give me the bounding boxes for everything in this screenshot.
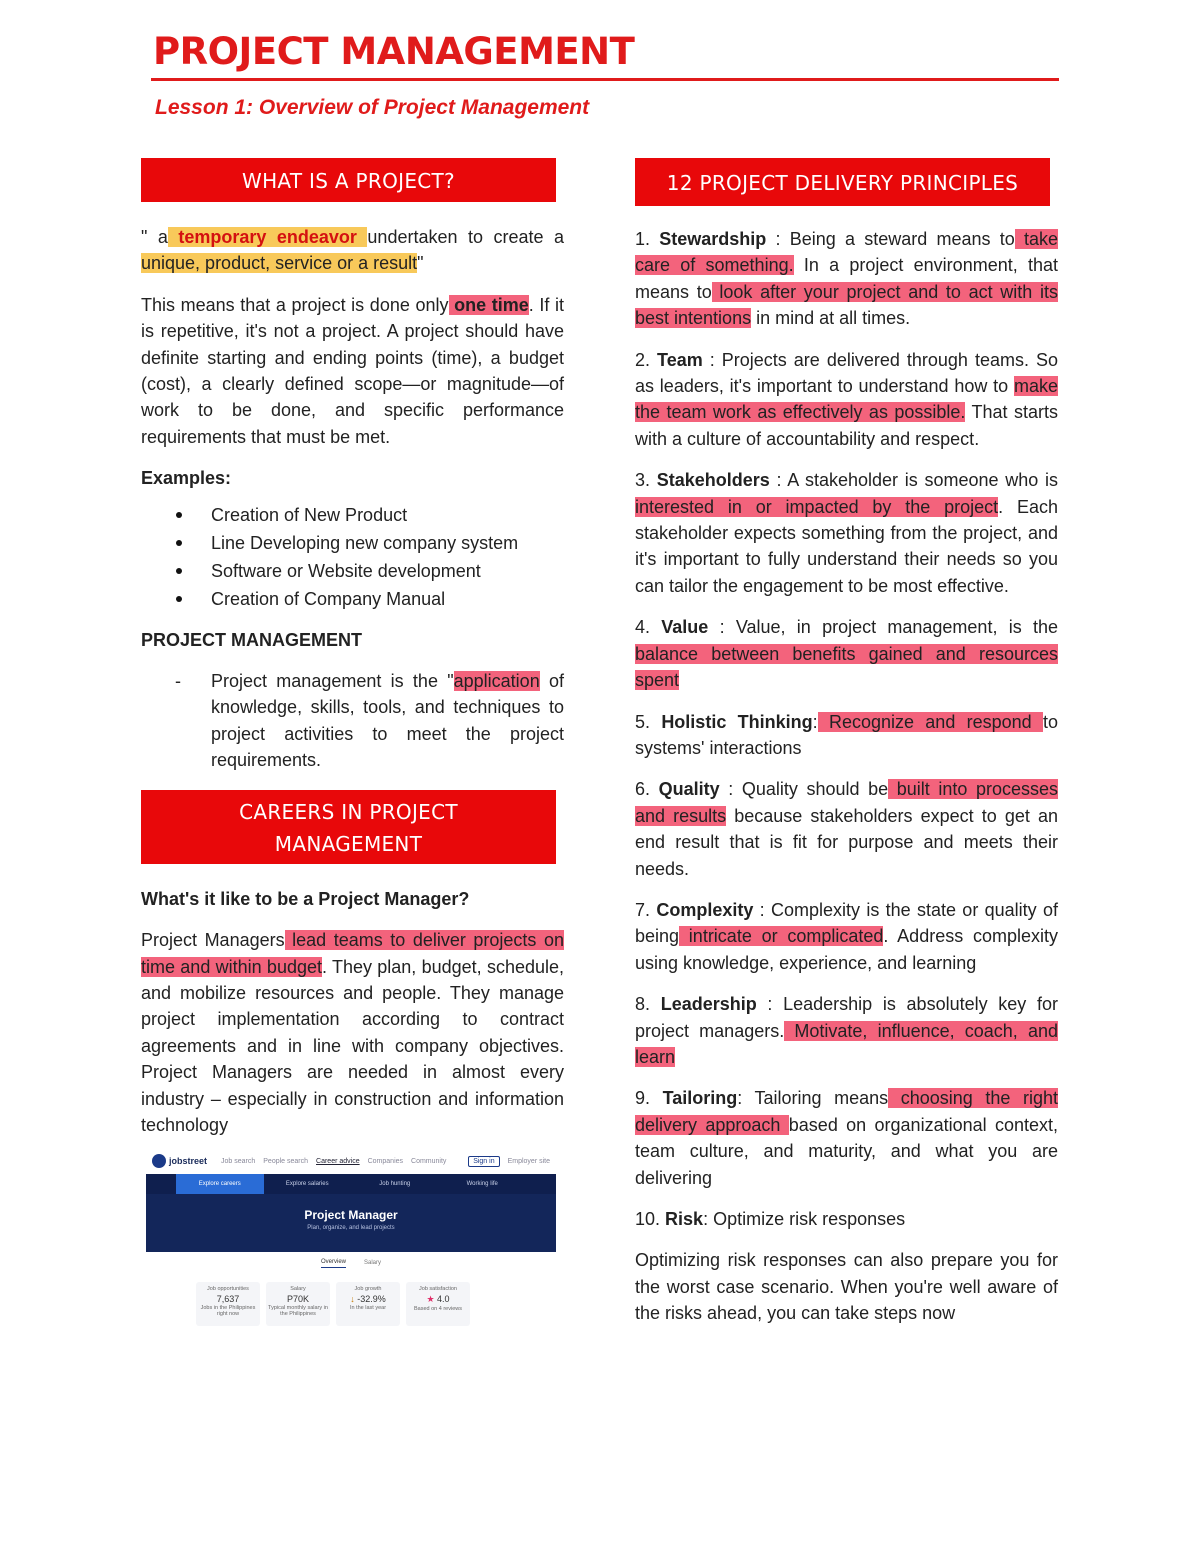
tab-job-hunting: Job hunting [379, 1181, 411, 1187]
principle-number: 4. [635, 617, 662, 638]
card-value-text: 4.0 [437, 1294, 450, 1304]
what-is-project-banner [141, 158, 556, 202]
card-value: 7,637 [216, 1294, 240, 1304]
principle-text: : Leadership is absolutely key for project managers. [635, 994, 1058, 1041]
pm-role-paragraph [141, 927, 564, 1138]
principle-number: 5. [635, 711, 662, 732]
stat-card [336, 1282, 400, 1326]
list-item: Software or Website development [141, 557, 564, 585]
principle-text: That starts with a culture of accountability and respect. [635, 402, 1058, 449]
principle-highlight: look after your project and to act with its best intentions [635, 281, 1058, 329]
title-rule [151, 78, 1059, 81]
highlight-lead-teams: lead teams to deliver projects on time and within budget [141, 930, 564, 977]
stat-card [266, 1282, 330, 1326]
highlight-temporary-endeavor: temporary endeavor [167, 227, 368, 247]
card-label: Job growth [354, 1286, 382, 1292]
principle-text: : Optimize risk responses [703, 1209, 906, 1229]
principle-highlight: make the team work as effectively as possible. [635, 376, 1058, 423]
card-label: Job satisfaction [419, 1286, 457, 1292]
principle-highlight: take care of something. [635, 229, 1058, 276]
highlight-application: application [453, 671, 540, 692]
page-title: PROJECT MANAGEMENT [153, 30, 635, 73]
jobstreet-screenshot [146, 1148, 556, 1340]
principle-number: 8. [635, 994, 661, 1015]
principle-number: 7. [635, 899, 657, 920]
principle-term: Leadership [660, 994, 757, 1015]
star-icon: ★ [426, 1294, 435, 1304]
principle-text: : [812, 711, 818, 732]
principle-number: 1. [635, 229, 660, 249]
project-definition-quote [141, 224, 564, 277]
screenshot-subtabs [146, 1252, 556, 1274]
card-note: Based on 4 reviews [414, 1306, 462, 1312]
tab-spacer [146, 1174, 176, 1194]
pm-role-text: Project Managers [141, 930, 285, 951]
principle-complexity [635, 897, 1058, 976]
risk-paragraph: Optimizing risk responses can also prepare you for the worst case scenario. When you're well aware of the risks ahead, you can take steps now [635, 1250, 1058, 1324]
principle-number: 2. [635, 349, 658, 370]
list-item: Line Developing new company system [141, 529, 564, 557]
quote-text: " [417, 253, 424, 274]
pm-def-text: Project management is the " [211, 671, 454, 692]
list-item: Creation of New Product [141, 501, 564, 529]
card-value-text: -32.9% [357, 1294, 386, 1304]
screenshot-tabs [146, 1174, 556, 1194]
pm-role-text: . They plan, budget, schedule, and mobilize resources and people. They manage project implementation according to contract agreements and in line with company objectives. Project Managers are needed in almost every industry – especially in construction and information technology [141, 956, 564, 1135]
screenshot-cards [146, 1274, 556, 1326]
careers-banner [141, 790, 556, 864]
principle-tailoring [635, 1085, 1058, 1191]
delivery-principles-banner-text: 12 PROJECT DELIVERY PRINCIPLES [666, 171, 1019, 195]
principle-text: : Complexity is the state or quality of being [635, 899, 1058, 947]
quote-text: undertaken to create a [367, 227, 564, 247]
principle-term: Quality [658, 779, 720, 800]
tab-working-life: Working life [466, 1181, 498, 1187]
principle-term: Risk [665, 1209, 704, 1229]
sign-in-button: Sign in [468, 1156, 499, 1167]
principle-number: 3. [635, 470, 657, 491]
logo-icon [152, 1154, 166, 1168]
principle-leadership [635, 991, 1058, 1070]
examples-label: Examples: [141, 468, 232, 489]
card-value [336, 1294, 400, 1304]
principle-text: in mind at all times. [751, 308, 911, 329]
pm-def-text: of knowledge, skills, tools, and techniques to project activities to meet the project requirements. [211, 671, 564, 771]
highlight-unique-product: unique, product, service or a result [141, 253, 418, 274]
tab-explore-salaries: Explore salaries [285, 1181, 329, 1187]
screenshot-hero [146, 1194, 556, 1252]
principle-term: Holistic Thinking [661, 711, 813, 732]
card-label: Job opportunities [207, 1286, 249, 1292]
nav-item: Community [411, 1157, 447, 1165]
nav-item: Companies [367, 1157, 404, 1165]
principle-text: because stakeholders expect to get an end result that is fit for purpose and meets their needs. [635, 805, 1058, 879]
card-note: In the last year [349, 1305, 387, 1311]
principle-text: to systems' interactions [635, 711, 1058, 758]
pm-heading: PROJECT MANAGEMENT [141, 629, 363, 650]
principle-text: : Projects are delivered through teams. So as leaders, it's important to understand how to [635, 349, 1058, 397]
arrow-down-icon: ↓ [350, 1294, 355, 1304]
principle-number: 10. [635, 1209, 666, 1229]
careers-banner-line2: MANAGEMENT [274, 831, 423, 856]
principle-stewardship [635, 226, 1058, 332]
stat-card [196, 1282, 260, 1326]
delivery-principles-banner [635, 158, 1050, 206]
nav-item: People search [263, 1157, 309, 1165]
screenshot-nav [146, 1148, 556, 1174]
principle-term: Value [661, 617, 709, 638]
highlight-one-time: one time [448, 294, 529, 315]
principle-highlight: built into processes and results [635, 779, 1058, 826]
tab-explore-careers: Explore careers [176, 1174, 264, 1194]
principle-term: Stakeholders [656, 470, 770, 491]
principle-text: : Tailoring means [737, 1088, 889, 1109]
principle-text: : Quality should be [719, 779, 889, 800]
subtab-salary: Salary [364, 1260, 382, 1266]
principle-highlight: choosing the right delivery approach [635, 1088, 1058, 1135]
card-note: Jobs in the Philippines right now [200, 1305, 256, 1317]
principle-term: Stewardship [659, 229, 767, 249]
dash-marker: - [175, 671, 181, 692]
what-is-project-banner-text: WHAT IS A PROJECT? [242, 169, 455, 193]
nav-item: Career advice [316, 1157, 360, 1165]
examples-list [141, 501, 564, 613]
principle-text: : Being a steward means to [766, 229, 1015, 249]
careers-banner-line1: CAREERS IN PROJECT [239, 799, 458, 824]
jobstreet-logo [152, 1154, 207, 1168]
principle-number: 9. [635, 1088, 663, 1109]
principle-text: . Address complexity using knowledge, experience, and learning [635, 926, 1058, 973]
nav-item: Job search [221, 1157, 256, 1165]
card-label: Salary [290, 1286, 306, 1292]
principle-value [635, 614, 1058, 693]
pm-definition [141, 668, 564, 774]
meaning-text: . If it is repetitive, it's not a project. A project should have definite starting and ending points (time), a budget (cost), a clearly defined scope—or magnitude—of work to be done, and specific performance requirements that must be met. [141, 294, 564, 447]
principle-text: : Value, in project management, is the [708, 617, 1058, 638]
principle-highlight: balance between benefits gained and resources spent [635, 643, 1058, 691]
quote-text: " a [141, 227, 168, 247]
principle-holistic-thinking [635, 709, 1058, 762]
card-value [406, 1294, 470, 1305]
principle-text: In a project environment, that means to [635, 255, 1058, 302]
principle-term: Complexity [656, 899, 754, 920]
principle-text: based on organizational context, team culture, and maturity, and what you are delivering [635, 1114, 1058, 1188]
stat-card [406, 1282, 470, 1326]
tab-spacer [526, 1174, 556, 1194]
employer-link: Employer site [507, 1157, 550, 1165]
hero-subtitle: Plan, organize, and lead projects [307, 1225, 395, 1231]
principle-risk [635, 1206, 1058, 1232]
principle-quality [635, 776, 1058, 882]
principle-text: : A stakeholder is someone who is [769, 470, 1059, 491]
pm-definition-text [211, 668, 564, 774]
left-column [141, 158, 564, 1153]
principle-term: Team [657, 349, 703, 370]
principle-highlight: Recognize and respond [817, 711, 1043, 732]
right-column [635, 158, 1058, 1342]
principle-term: Tailoring [662, 1088, 738, 1109]
principle-highlight: intricate or complicated [679, 926, 884, 947]
hero-title: Project Manager [304, 1208, 398, 1222]
principle-team [635, 347, 1058, 453]
lesson-subtitle: Lesson 1: Overview of Project Management [155, 96, 590, 119]
subtab-overview: Overview [321, 1259, 346, 1268]
card-value: P70K [286, 1294, 310, 1304]
principle-text: . Each stakeholder expects something from the project, and it's important to fully understand their needs so you can tailor the engagement to be most effective. [635, 496, 1058, 596]
principle-highlight: interested in or impacted by the project [635, 496, 999, 517]
list-item: Creation of Company Manual [141, 585, 564, 613]
project-meaning-paragraph [141, 292, 564, 450]
card-note: Typical monthly salary in the Philippines [268, 1305, 328, 1317]
principle-stakeholders [635, 467, 1058, 599]
pm-question: What's it like to be a Project Manager? [141, 888, 470, 909]
principle-highlight: Motivate, influence, coach, and learn [635, 1020, 1058, 1067]
logo-text: jobstreet [169, 1156, 208, 1166]
principle-number: 6. [635, 779, 659, 800]
meaning-text: This means that a project is done only [141, 294, 449, 315]
